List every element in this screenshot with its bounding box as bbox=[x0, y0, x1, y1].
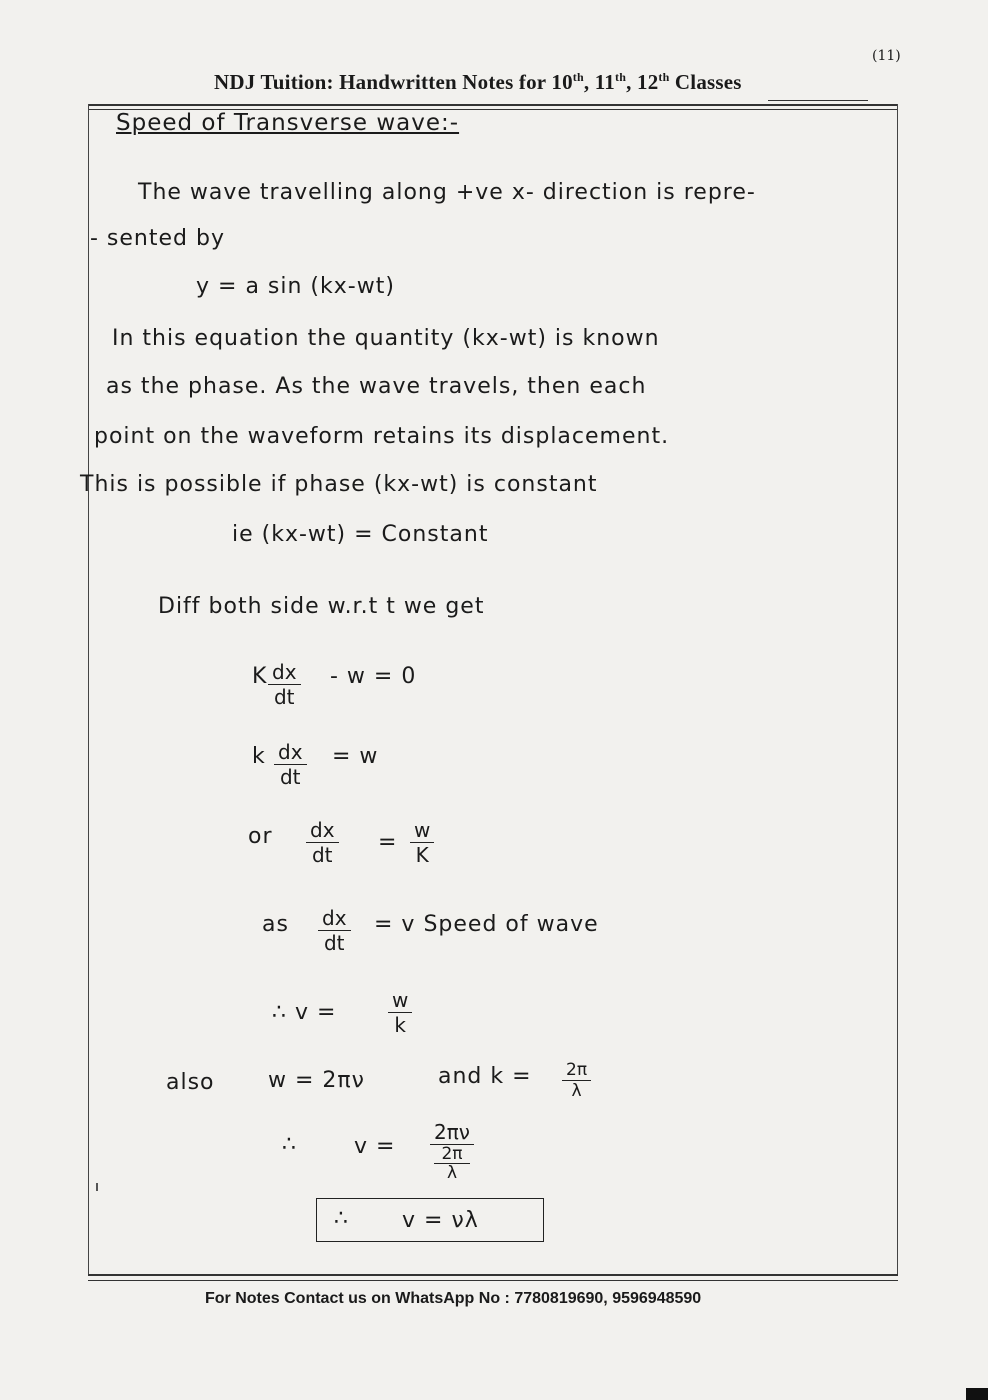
text-line-2: - sented by bbox=[90, 226, 225, 251]
step3-denominator: dt bbox=[311, 843, 333, 867]
step7-lhs: v = bbox=[354, 1134, 396, 1159]
corner-mark bbox=[966, 1388, 988, 1400]
step6-omega: w = 2πν bbox=[268, 1068, 365, 1093]
step2-numerator: dx bbox=[274, 740, 307, 765]
frame-rule-bottom bbox=[88, 1274, 898, 1276]
text-line-6: This is possible if phase (kx-wt) is constant bbox=[80, 472, 598, 497]
text-line-1: The wave travelling along +ve x- direction is repre- bbox=[138, 180, 756, 205]
step4-numerator: dx bbox=[318, 906, 351, 931]
page-footer: For Notes Contact us on WhatsApp No : 7780819690, 9596948590 bbox=[205, 1290, 702, 1307]
step1-numerator: dx bbox=[268, 660, 301, 685]
step1-denominator: dt bbox=[273, 685, 295, 709]
frame-rule-bottom-inner bbox=[88, 1280, 898, 1281]
step1-fraction bbox=[268, 660, 301, 709]
step2-lhs: k bbox=[252, 744, 266, 769]
step3-rhs-numerator: w bbox=[410, 818, 434, 843]
step6-also: also bbox=[166, 1070, 215, 1095]
page-number: (11) bbox=[872, 48, 901, 64]
step5-numerator: w bbox=[388, 988, 412, 1013]
step4-fraction bbox=[318, 906, 351, 955]
step6-k-denominator: λ bbox=[571, 1081, 582, 1101]
step3-fraction bbox=[306, 818, 339, 867]
text-line-3: In this equation the quantity (kx-wt) is known bbox=[112, 326, 660, 351]
text-line-8: Diff both side w.r.t t we get bbox=[158, 594, 485, 619]
text-line-7: ie (kx-wt) = Constant bbox=[232, 522, 489, 547]
step3-lhs: or bbox=[248, 824, 273, 849]
step1-rhs: - w = 0 bbox=[330, 664, 417, 689]
step4-lhs: as bbox=[262, 912, 289, 937]
step3-equals: = bbox=[378, 830, 398, 855]
step5-fraction bbox=[388, 988, 412, 1037]
step1-lhs: K bbox=[252, 664, 268, 689]
step7-numerator: 2πν bbox=[430, 1120, 474, 1145]
equation-wave: y = a sin (kx-wt) bbox=[196, 274, 395, 299]
step7-fraction bbox=[430, 1120, 474, 1182]
step2-rhs: = w bbox=[332, 744, 379, 769]
text-line-5: point on the waveform retains its displacement. bbox=[94, 424, 670, 449]
text-line-4: as the phase. As the wave travels, then each bbox=[106, 374, 647, 399]
step2-denominator: dt bbox=[279, 765, 301, 789]
header-underline bbox=[768, 100, 868, 101]
step5-denominator: k bbox=[394, 1013, 406, 1037]
page-header: NDJ Tuition: Handwritten Notes for 10th, 11th, 12th Classes bbox=[214, 70, 742, 94]
step6-k-numerator: 2π bbox=[562, 1060, 591, 1081]
step4-denominator: dt bbox=[323, 931, 345, 955]
step3-numerator: dx bbox=[306, 818, 339, 843]
result-formula: v = νλ bbox=[402, 1208, 479, 1233]
step5-lhs: ∴ v = bbox=[272, 1000, 337, 1025]
section-title: Speed of Transverse wave:- bbox=[116, 110, 460, 136]
step2-fraction bbox=[274, 740, 307, 789]
frame-rule-right bbox=[897, 104, 898, 1274]
step7-inner-denominator: λ bbox=[446, 1163, 457, 1183]
step4-rhs: = v Speed of wave bbox=[374, 912, 599, 937]
step7-therefore: ∴ bbox=[282, 1132, 297, 1157]
step7-denominator bbox=[430, 1145, 474, 1182]
frame-rule-left bbox=[88, 104, 89, 1274]
step3-rhs-fraction bbox=[410, 818, 434, 867]
step8-therefore: ∴ bbox=[334, 1206, 349, 1231]
frame-rule-top bbox=[88, 104, 898, 106]
step6-and: and k = bbox=[438, 1064, 532, 1089]
step6-k-fraction bbox=[562, 1060, 591, 1101]
step7-inner-numerator: 2π bbox=[434, 1145, 470, 1164]
margin-mark bbox=[96, 1183, 98, 1191]
step3-rhs-denominator: K bbox=[415, 843, 429, 867]
